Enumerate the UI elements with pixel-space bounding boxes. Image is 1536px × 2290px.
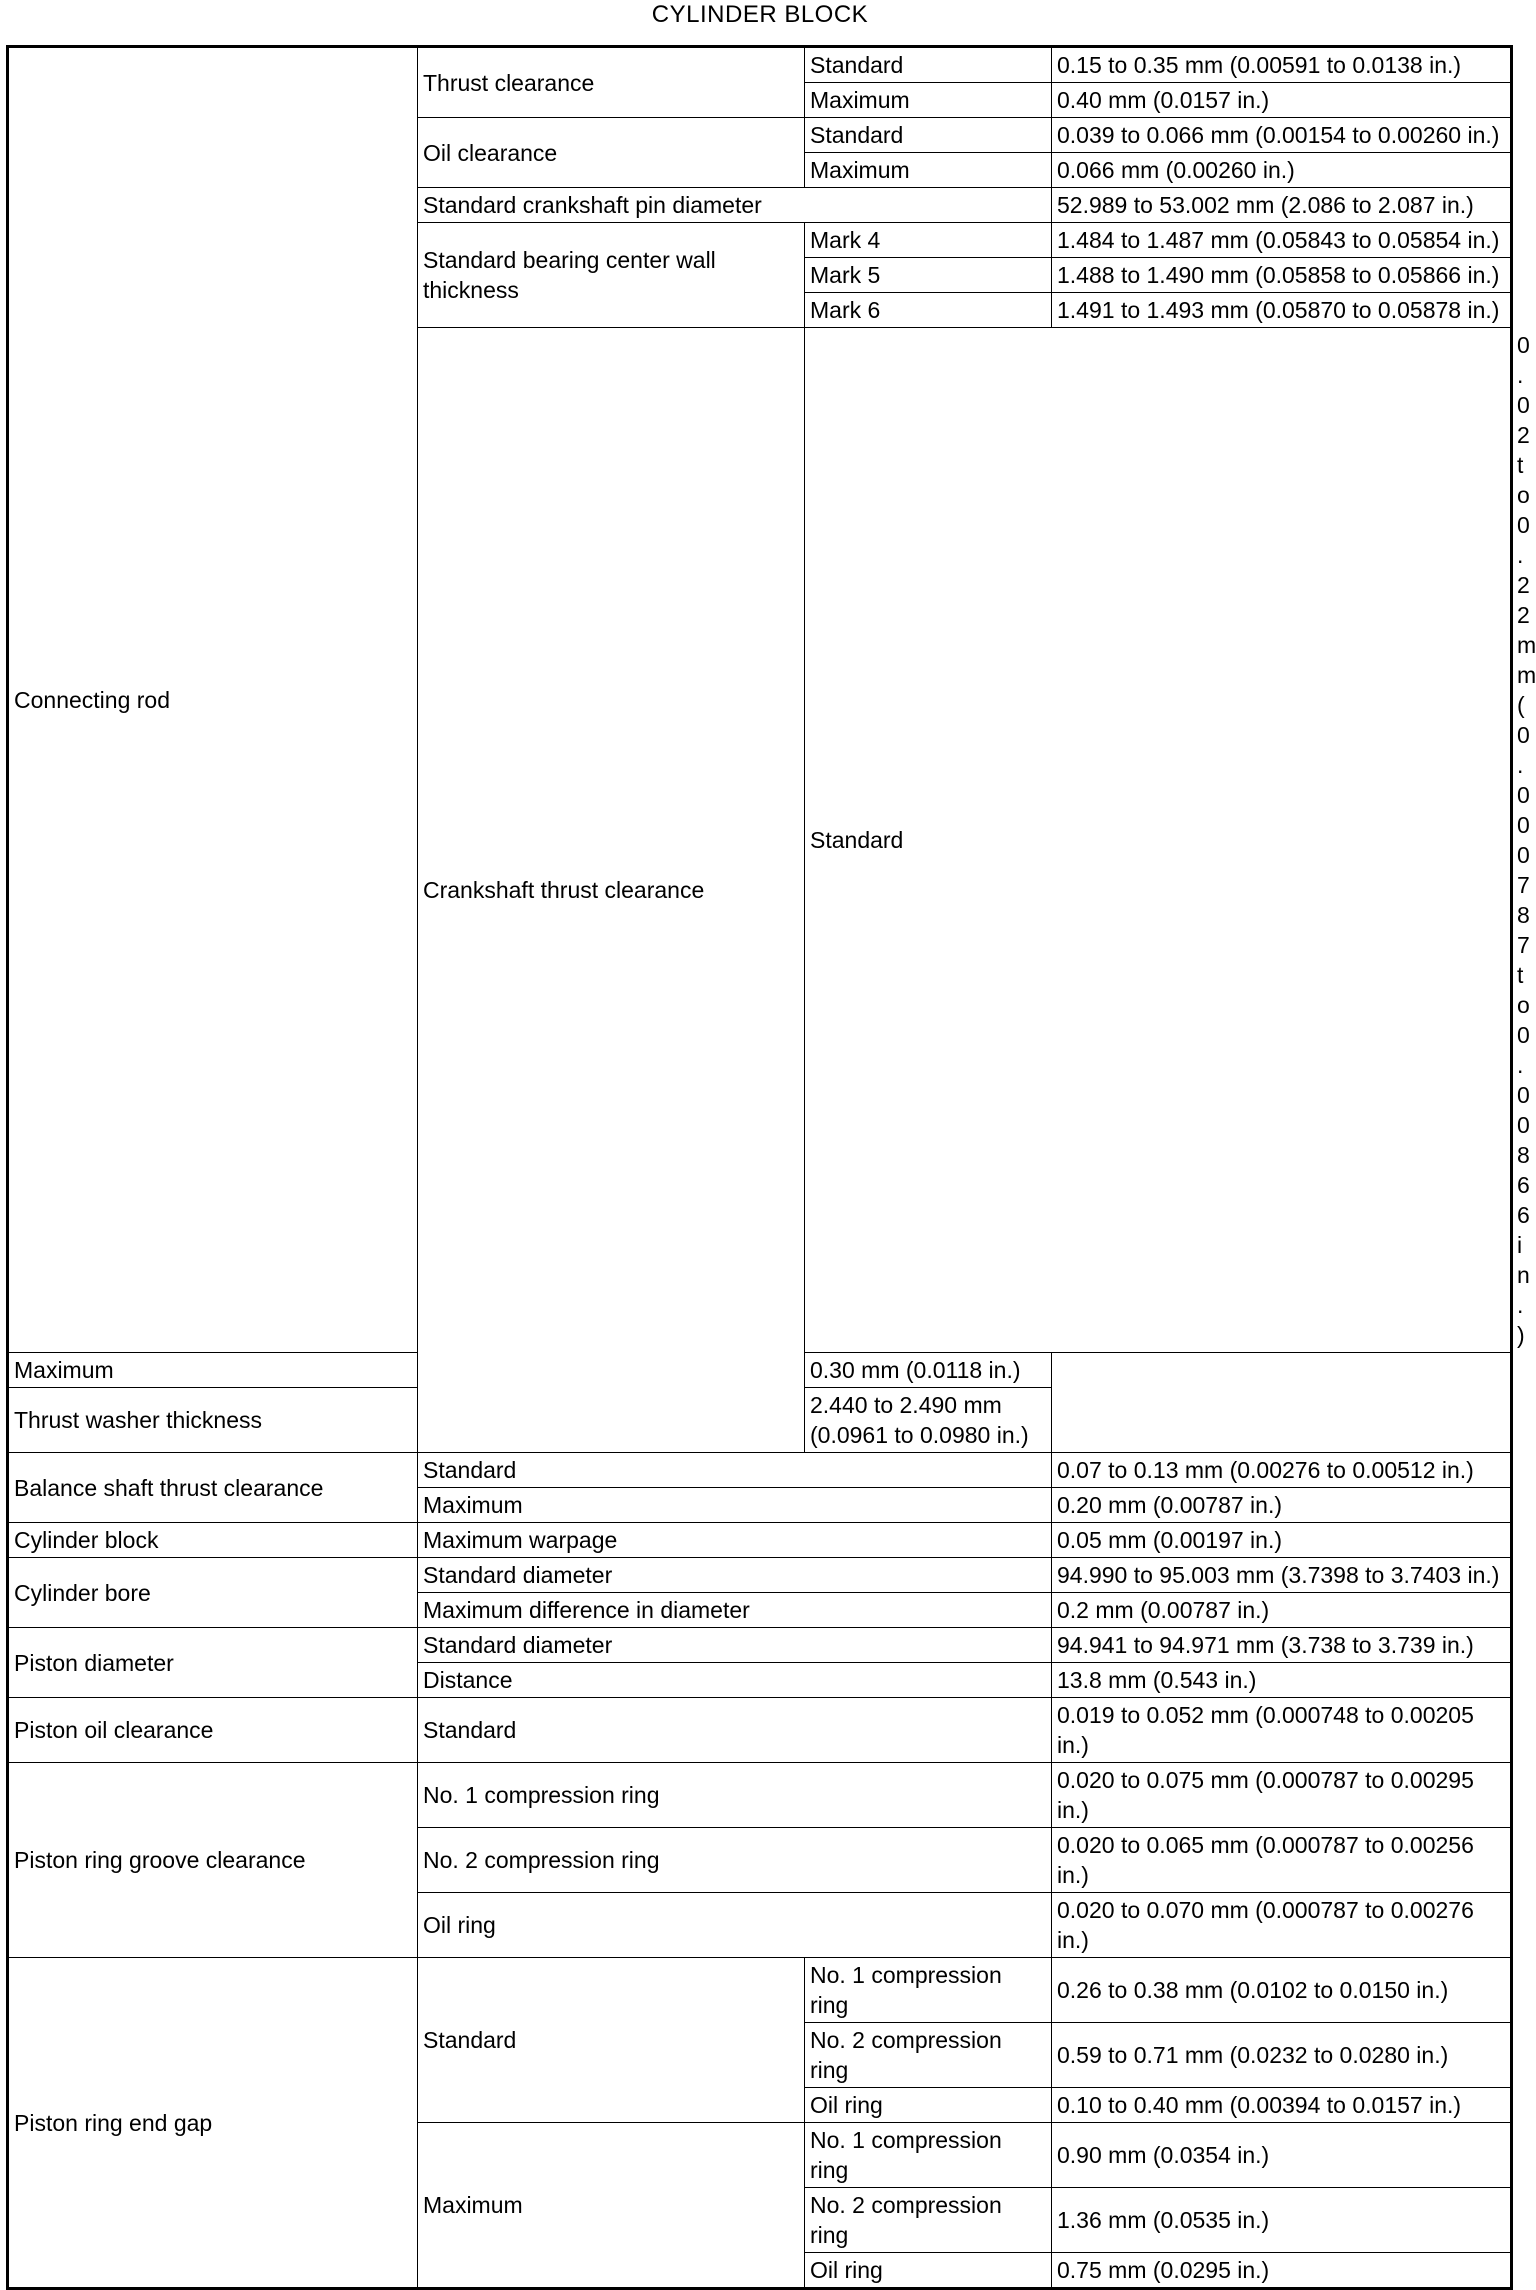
crankshaft-thrust-label: Crankshaft thrust clearance (418, 328, 805, 1453)
end-gap-maximum-ring1-value: 0.90 mm (0.0354 in.) (1052, 2123, 1512, 2188)
end-gap-standard-ring1-label: No. 1 compression ring (805, 1958, 1052, 2023)
bore-standard-value: 94.990 to 95.003 mm (3.7398 to 3.7403 in.) (1052, 1558, 1512, 1593)
oil-clearance-maximum-value: 0.066 mm (0.00260 in.) (1052, 153, 1512, 188)
end-gap-maximum-oil-label: Oil ring (805, 2253, 1052, 2289)
table-row (8, 1763, 1512, 1828)
end-gap-maximum-ring2-value: 1.36 mm (0.0535 in.) (1052, 2188, 1512, 2253)
thrust-clearance-label: Thrust clearance (418, 47, 805, 118)
piston-distance-value: 13.8 mm (0.543 in.) (1052, 1663, 1512, 1698)
end-gap-standard-ring2-value: 0.59 to 0.71 mm (0.0232 to 0.0280 in.) (1052, 2023, 1512, 2088)
crankshaft-standard-label: Standard (805, 328, 1512, 1353)
connecting-rod-label: Connecting rod (8, 47, 418, 1353)
balance-standard-value: 0.07 to 0.13 mm (0.00276 to 0.00512 in.) (1052, 1453, 1512, 1488)
thrust-washer-value: 2.440 to 2.490 mm (0.0961 to 0.0980 in.) (805, 1388, 1052, 1453)
end-gap-standard-label: Standard (418, 1958, 805, 2123)
warpage-label: Maximum warpage (418, 1523, 1052, 1558)
bearing-thickness-label: Standard bearing center wall thickness (418, 223, 805, 328)
end-gap-maximum-ring2-label: No. 2 compression ring (805, 2188, 1052, 2253)
bore-difference-value: 0.2 mm (0.00787 in.) (1052, 1593, 1512, 1628)
end-gap-standard-oil-label: Oil ring (805, 2088, 1052, 2123)
warpage-value: 0.05 mm (0.00197 in.) (1052, 1523, 1512, 1558)
table-row: Crankshaft thrust clearance Standard 0.02 to 0.22 mm (0.000787 to 0.00866 in.) (8, 328, 1512, 1353)
ring-end-gap-label: Piston ring end gap (8, 1958, 418, 2289)
thrust-clearance-standard-label: Standard (805, 47, 1052, 83)
cylinder-bore-label: Cylinder bore (8, 1558, 418, 1628)
table-row (8, 1388, 1512, 1453)
piston-oil-standard-value: 0.019 to 0.052 mm (0.000748 to 0.00205 in.) (1052, 1698, 1512, 1763)
groove-ring2-value: 0.020 to 0.065 mm (0.000787 to 0.00256 in.) (1052, 1828, 1512, 1893)
oil-clearance-label: Oil clearance (418, 118, 805, 188)
end-gap-standard-oil-value: 0.10 to 0.40 mm (0.00394 to 0.0157 in.) (1052, 2088, 1512, 2123)
piston-distance-label: Distance (418, 1663, 1052, 1698)
table-row (8, 1958, 1512, 2023)
table-row (8, 1453, 1512, 1488)
table-row (8, 1698, 1512, 1763)
end-gap-standard-ring2-label: No. 2 compression ring (805, 2023, 1052, 2088)
thrust-clearance-standard-value: 0.15 to 0.35 mm (0.00591 to 0.0138 in.) (1052, 47, 1512, 83)
mark6-label: Mark 6 (805, 293, 1052, 328)
end-gap-standard-ring1-value: 0.26 to 0.38 mm (0.0102 to 0.0150 in.) (1052, 1958, 1512, 2023)
table-row (8, 1558, 1512, 1593)
end-gap-maximum-label: Maximum (418, 2123, 805, 2289)
groove-oil-value: 0.020 to 0.070 mm (0.000787 to 0.00276 in.) (1052, 1893, 1512, 1958)
table-row (8, 1523, 1512, 1558)
mark6-value: 1.491 to 1.493 mm (0.05870 to 0.05878 in.) (1052, 293, 1512, 328)
bore-difference-label: Maximum difference in diameter (418, 1593, 1052, 1628)
balance-maximum-value: 0.20 mm (0.00787 in.) (1052, 1488, 1512, 1523)
table-row (8, 1628, 1512, 1663)
cylinder-block-spec-table (6, 45, 1536, 2290)
thrust-clearance-maximum-value: 0.40 mm (0.0157 in.) (1052, 83, 1512, 118)
balance-maximum-label: Maximum (418, 1488, 1052, 1523)
pin-diameter-value: 52.989 to 53.002 mm (2.086 to 2.087 in.) (1052, 188, 1512, 223)
piston-standard-value: 94.941 to 94.971 mm (3.738 to 3.739 in.) (1052, 1628, 1512, 1663)
oil-clearance-maximum-label: Maximum (805, 153, 1052, 188)
end-gap-maximum-ring1-label: No. 1 compression ring (805, 2123, 1052, 2188)
table-row (8, 47, 1512, 83)
groove-ring1-value: 0.020 to 0.075 mm (0.000787 to 0.00295 in.) (1052, 1763, 1512, 1828)
thrust-clearance-maximum-label: Maximum (805, 83, 1052, 118)
groove-ring1-label: No. 1 compression ring (418, 1763, 1052, 1828)
piston-diameter-label: Piston diameter (8, 1628, 418, 1698)
piston-standard-label: Standard diameter (418, 1628, 1052, 1663)
piston-oil-clearance-label: Piston oil clearance (8, 1698, 418, 1763)
table-row (8, 1353, 1512, 1388)
crankshaft-maximum-label: Maximum (8, 1353, 805, 1388)
balance-shaft-label: Balance shaft thrust clearance (8, 1453, 418, 1523)
mark5-value: 1.488 to 1.490 mm (0.05858 to 0.05866 in.) (1052, 258, 1512, 293)
pin-diameter-label: Standard crankshaft pin diameter (418, 188, 1052, 223)
page-title: CYLINDER BLOCK (651, 1, 869, 28)
bore-standard-label: Standard diameter (418, 1558, 1052, 1593)
thrust-washer-label: Thrust washer thickness (8, 1388, 805, 1453)
ring-groove-label: Piston ring groove clearance (8, 1763, 418, 1958)
piston-oil-standard-label: Standard (418, 1698, 1052, 1763)
end-gap-maximum-oil-value: 0.75 mm (0.0295 in.) (1052, 2253, 1512, 2289)
crankshaft-maximum-value: 0.30 mm (0.0118 in.) (805, 1353, 1052, 1388)
oil-clearance-standard-value: 0.039 to 0.066 mm (0.00154 to 0.00260 in.) (1052, 118, 1512, 153)
mark5-label: Mark 5 (805, 258, 1052, 293)
mark4-label: Mark 4 (805, 223, 1052, 258)
oil-clearance-standard-label: Standard (805, 118, 1052, 153)
groove-ring2-label: No. 2 compression ring (418, 1828, 1052, 1893)
mark4-value: 1.484 to 1.487 mm (0.05843 to 0.05854 in.) (1052, 223, 1512, 258)
balance-standard-label: Standard (418, 1453, 1052, 1488)
cylinder-block-label: Cylinder block (8, 1523, 418, 1558)
groove-oil-label: Oil ring (418, 1893, 1052, 1958)
